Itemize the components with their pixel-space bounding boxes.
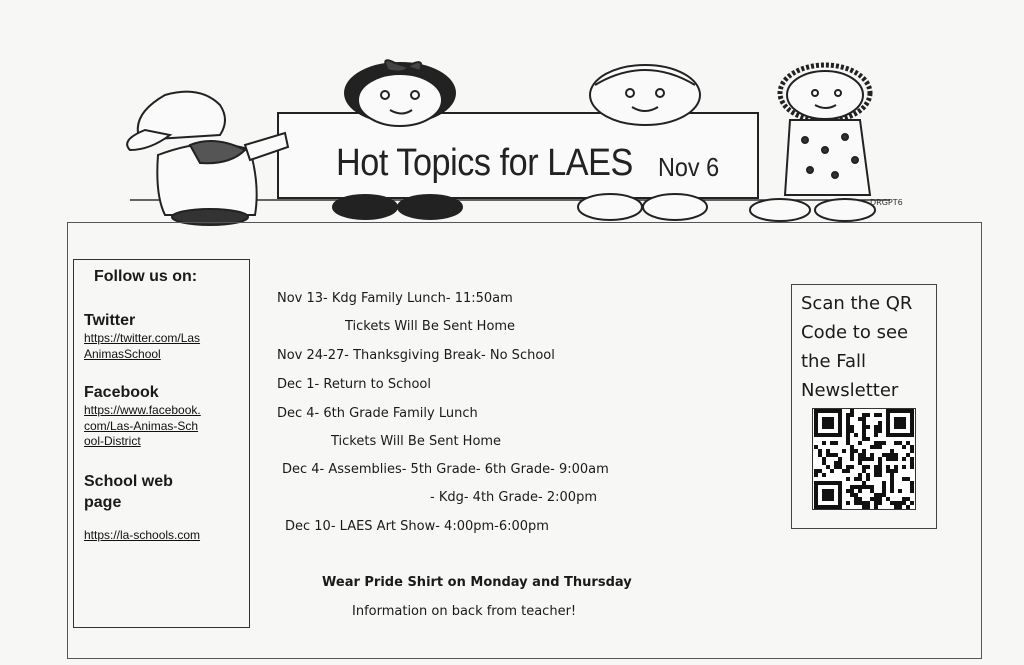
artist-signature: DRGPT6 (870, 198, 903, 207)
school-web-heading: School web page (84, 473, 173, 511)
qr-panel (791, 284, 937, 529)
qr-instructions: Scan the QR Code to see the Fall Newsletter (801, 293, 913, 401)
event-line: Nov 13- Kdg Family Lunch- 11:50am (277, 291, 513, 306)
twitter-link[interactable]: https://twitter.com/LasAnimasSchool (84, 331, 201, 361)
facebook-heading: Facebook (84, 384, 159, 401)
kid-cap-figure (127, 92, 288, 225)
page-title: Hot Topics for LAES (336, 142, 633, 184)
school-web-link[interactable]: https://la-schools.com (84, 528, 201, 542)
event-line: Dec 10- LAES Art Show- 4:00pm-6:00pm (285, 519, 549, 534)
social-sidebar (73, 259, 250, 628)
event-line: Dec 4- 6th Grade Family Lunch (277, 406, 478, 421)
info-note: Information on back from teacher! (352, 604, 577, 619)
event-line: - Kdg- 4th Grade- 2:00pm (430, 490, 597, 505)
event-line: Nov 24-27- Thanksgiving Break- No School (277, 348, 555, 363)
event-line: Dec 4- Assemblies- 5th Grade- 6th Grade- 9:00am (282, 462, 609, 477)
facebook-link[interactable]: https://www.facebook.com/Las-Animas-School-District (84, 403, 201, 448)
event-line: Tickets Will Be Sent Home (331, 434, 502, 449)
event-line: Dec 1- Return to School (277, 377, 431, 392)
follow-label: Follow us on: (94, 268, 198, 285)
pride-shirt-note: Wear Pride Shirt on Monday and Thursday (322, 575, 632, 590)
issue-date: Nov 6 (658, 152, 720, 182)
kid-curly-figure (750, 65, 875, 221)
twitter-heading: Twitter (84, 312, 136, 329)
qr-code[interactable] (812, 408, 916, 510)
event-line: Tickets Will Be Sent Home (345, 319, 516, 334)
